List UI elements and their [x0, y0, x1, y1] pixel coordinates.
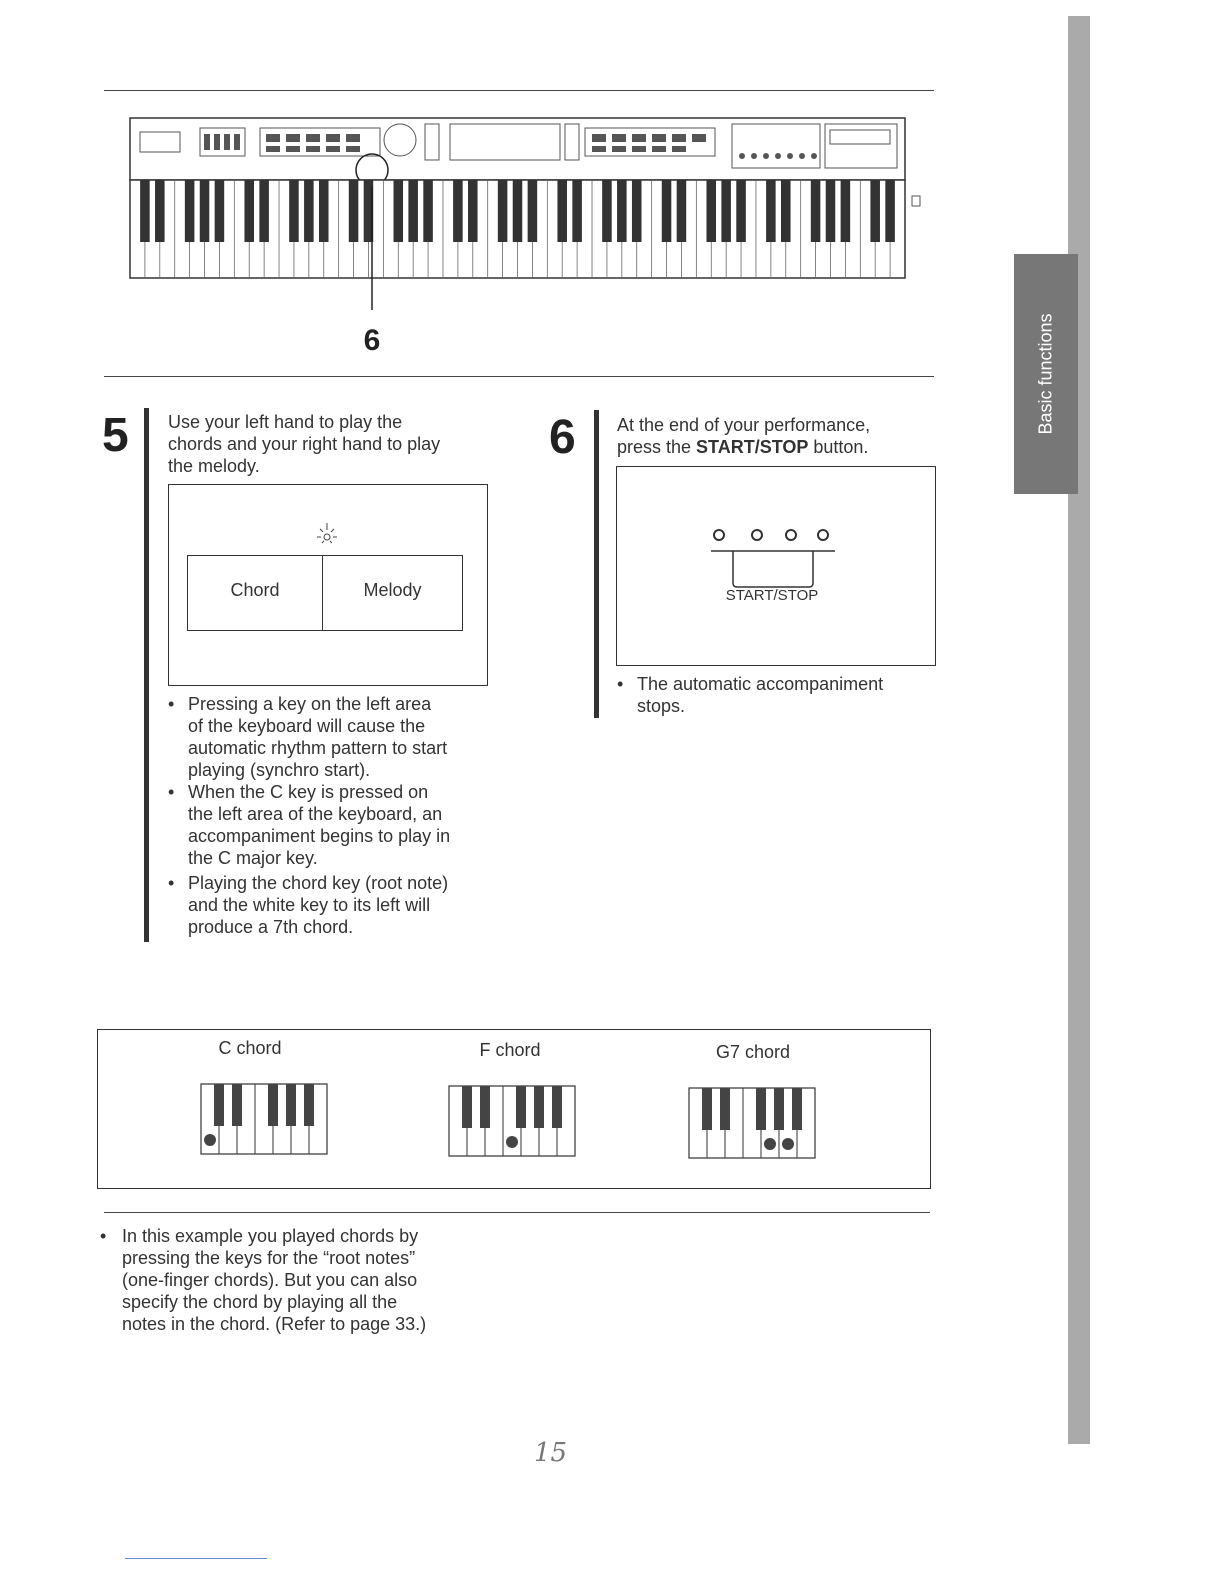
keyboard-illustration [120, 110, 940, 370]
g7-chord-keys [688, 1086, 820, 1162]
melody-area-label: Melody [363, 580, 422, 600]
step-5-instruction: Use your left hand to play the chords and your right hand to play the melody. [168, 412, 441, 476]
key-marker [204, 1134, 216, 1146]
c-chord-keys [200, 1082, 332, 1158]
step-6-number: 6 [549, 411, 576, 464]
start-stop-label: START/STOP [725, 587, 819, 604]
callout-number: 6 [363, 324, 381, 357]
chord-area-label: Chord [230, 580, 280, 600]
step-5-number: 5 [102, 409, 129, 462]
split-point-icon [307, 521, 347, 551]
section-rule [104, 376, 934, 377]
section-tab-label: Basic functions [1035, 313, 1056, 435]
footer-line [125, 1558, 267, 1559]
g7-chord-label: G7 chord [715, 1042, 791, 1062]
step-5-bullet-1: • Pressing a key on the left area of the keyboard will cause the automatic rhythm pattern to start playing (synchro start). [168, 694, 448, 780]
c-chord-label: C chord [218, 1038, 282, 1058]
chord-melody-diagram [168, 484, 488, 686]
step-5-bullet-3: • Playing the chord key (root note) and the white key to its left will produce a 7th chord. [168, 873, 449, 937]
page-number: 15 [534, 1438, 568, 1468]
f-chord-keys [448, 1084, 580, 1160]
step-6-bullet: • The automatic accompaniment stops. [617, 674, 884, 716]
step-5-bar [144, 408, 149, 942]
f-chord-label: F chord [479, 1040, 541, 1060]
key-marker [506, 1136, 518, 1148]
step-6-bar [594, 410, 599, 718]
start-stop-diagram [616, 466, 936, 666]
chord-examples-box [97, 1029, 931, 1189]
step-5-bullet-2: • When the C key is pressed on the left area of the keyboard, an accompaniment begins to play in the C major key. [168, 782, 451, 868]
bottom-rule [104, 1212, 930, 1213]
key-marker [764, 1138, 776, 1150]
note-bullet: • In this example you played chords by pressing the keys for the “root notes” (one-finger chords). But you can also specify the chord by playing all the notes in the chord. (Refer to page 33.) [100, 1226, 427, 1334]
step-6-instruction: At the end of your performance, press the START/STOP button. [617, 415, 871, 457]
top-rule [104, 90, 934, 91]
page-edge-bar [1068, 16, 1090, 1444]
key-marker [782, 1138, 794, 1150]
keyboard-split-box [187, 555, 463, 631]
